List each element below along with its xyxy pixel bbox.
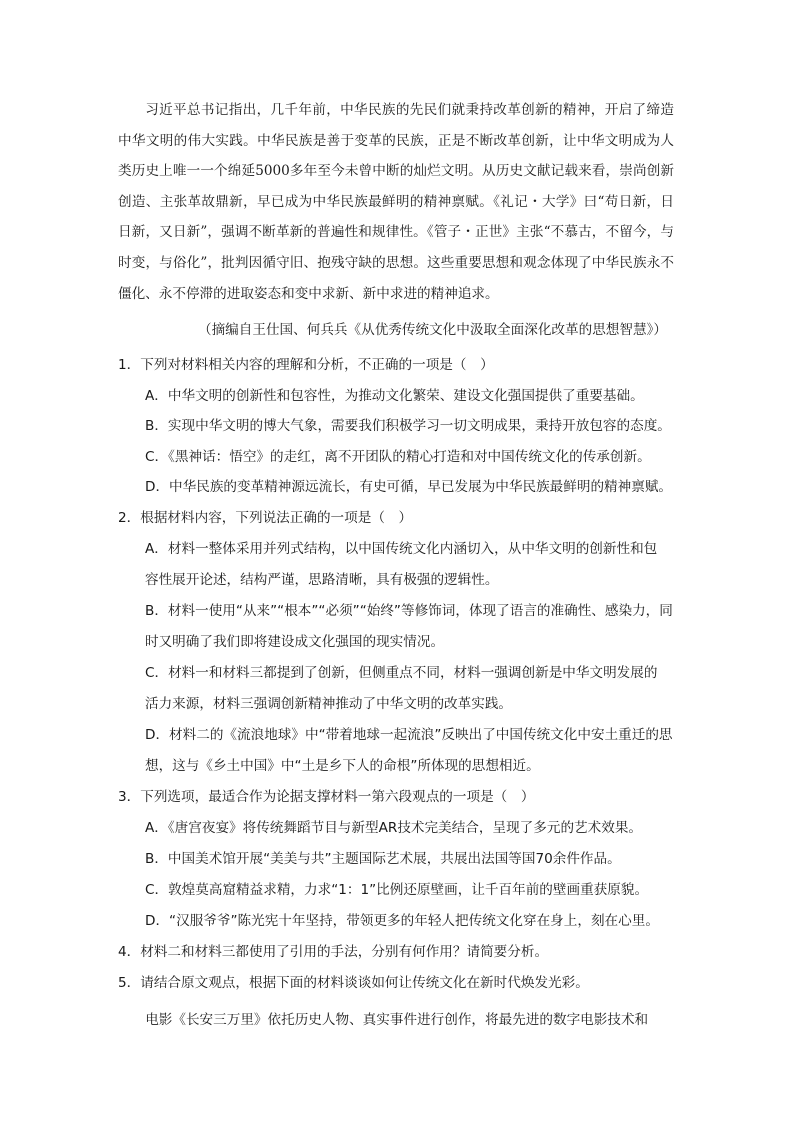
question-2-option-b-continued: 时又明确了我们即将建设成文化强国的现实情况。 [145,634,445,650]
question-4-stem: 4．材料二和材料三都使用了引用的手法，分别有何作用？请简要分析。 [118,944,549,960]
passage-citation: （摘编自王仕国、何兵兵《从优秀传统文化中汲取全面深化改革的思想智慧》） [198,322,667,338]
question-2-stem: 2．根据材料内容，下列说法正确的一项是（ ） [118,510,413,526]
question-2-option-a: A．材料一整体采用并列式结构，以中国传统文化内涵切入，从中华文明的创新性和包 [145,541,658,557]
question-3-option-b: B．中国美术馆开展“美美与共”主题国际艺术展，共展出法国等国70余件作品。 [145,851,621,867]
question-2-option-a-continued: 容性展开论述，结构严谨，思路清晰，具有极强的逻辑性。 [145,572,499,588]
passage-paragraph: 习近平总书记指出，几千年前，中华民族的先民们就秉持改革创新的精神，开启了缔造中华文明的伟大实践。中华民族是善于变革的民族，正是不断改革创新，让中华文明成为人类历史上唯一一个绵延5000多年至今未曾中断的灿烂文明。从历史文献记载来看，崇尚创新创造、主张革故鼎新，早已成为中华民族最鲜明的精神禀赋。《礼记・大学》曰“苟日新，日日新，又日新”，强调不断革新的普遍性和规律性。《管子・正世》主张“不慕古，不留今，与时变，与俗化”，批判因循守旧、抱残守缺的思想。这些重要思想和观念体现了中华民族永不僵化、永不停滞的进取姿态和变中求新、新中求进的精神追求。 [118,102,674,302]
question-5-stem: 5．请结合原文观点，根据下面的材料谈谈如何让传统文化在新时代焕发光彩。 [118,975,589,991]
question-2-option-d: D．材料二的《流浪地球》中“带着地球一起流浪”反映出了中国传统文化中安土重迁的思 [145,727,673,743]
question-3-stem: 3．下列选项，最适合作为论据支撑材料一第六段观点的一项是（ ） [118,789,535,805]
question-3-option-d: D．“汉服爷爷”陈光宪十年坚持，带领更多的年轻人把传统文化穿在身上，刻在心里。 [145,913,659,929]
question-3-option-c: C．敦煌莫高窟精益求精，力求“1：1”比例还原壁画，让千百年前的壁画重获原貌。 [145,882,649,898]
question-2-option-b: B．材料一使用“从来”“根本”“必须”“始终”等修饰词，体现了语言的准确性、感染力，同 [145,603,673,619]
question-2-option-d-continued: 想，这与《乡土中国》中“土是乡下人的命根”所体现的思想相近。 [145,758,540,774]
question-2-option-c-continued: 活力来源，材料三强调创新精神推动了中华文明的改革实践。 [145,696,513,712]
question-1-option-a: A．中华文明的创新性和包容性，为推动文化繁荣、建设文化强国提供了重要基础。 [145,388,644,404]
question-1-option-c: C．《黑神话：悟空》的走红，离不开团队的精心打造和对中国传统文化的传承创新。 [145,449,651,465]
question-1-option-b: B．实现中华文明的博大气象，需要我们积极学习一切文明成果，秉持开放包容的态度。 [145,418,671,434]
question-1-stem: 1．下列对材料相关内容的理解和分析，不正确的一项是（ ） [118,357,494,373]
question-3-option-a: A．《唐宫夜宴》将传统舞蹈节目与新型AR技术完美结合，呈现了多元的艺术效果。 [145,820,643,836]
material-paragraph: 电影《长安三万里》依托历史人物、真实事件进行创作，将最先进的数字电影技术和 [145,1012,649,1028]
question-2-option-c: C．材料一和材料三都提到了创新，但侧重点不同，材料一强调创新是中华文明发展的 [145,665,658,681]
question-1-option-d: D．中华民族的变革精神源远流长，有史可循，早已发展为中华民族最鲜明的精神禀赋。 [145,479,673,495]
